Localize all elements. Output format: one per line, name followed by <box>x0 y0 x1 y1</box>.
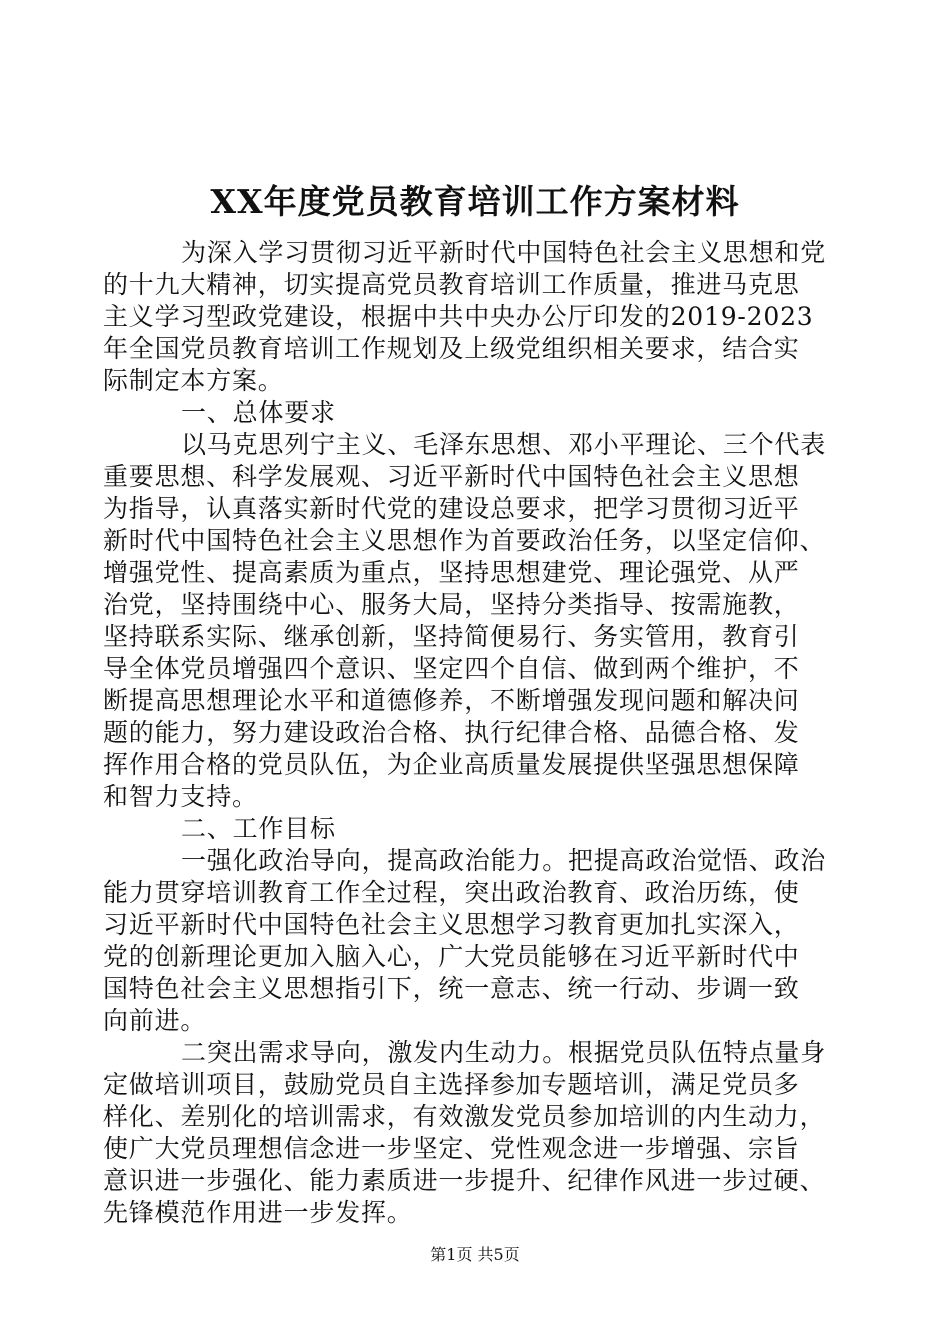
paragraph-line: 意识进一步强化、能力素质进一步提升、纪律作风进一步过硬、 <box>103 1166 826 1195</box>
paragraph-line: 为指导，认真落实新时代党的建设总要求，把学习贯彻习近平 <box>103 494 800 523</box>
paragraph-line: 以马克思列宁主义、毛泽东思想、邓小平理论、三个代表 <box>181 430 827 459</box>
section-heading: 一、总体要求 <box>181 398 336 427</box>
paragraph-line: 年全国党员教育培训工作规划及上级党组织相关要求，结合实 <box>103 334 800 363</box>
paragraph-line: 重要思想、科学发展观、习近平新时代中国特色社会主义思想 <box>103 462 800 491</box>
section-heading: 二、工作目标 <box>181 814 336 843</box>
paragraph-line: 增强党性、提高素质为重点，坚持思想建党、理论强党、从严 <box>103 558 800 587</box>
paragraph-line: 和智力支持。 <box>103 782 258 811</box>
paragraph-line: 治党，坚持围绕中心、服务大局，坚持分类指导、按需施教， <box>103 590 800 619</box>
paragraph-line: 新时代中国特色社会主义思想作为首要政治任务，以坚定信仰、 <box>103 526 826 555</box>
paragraph-line: 导全体党员增强四个意识、坚定四个自信、做到两个维护，不 <box>103 654 800 683</box>
paragraph-line: 一强化政治导向，提高政治能力。把提高政治觉悟、政治 <box>181 846 827 875</box>
paragraph-line: 使广大党员理想信念进一步坚定、党性观念进一步增强、宗旨 <box>103 1134 800 1163</box>
paragraph-line: 题的能力，努力建设政治合格、执行纪律合格、品德合格、发 <box>103 718 800 747</box>
paragraph-line: 坚持联系实际、继承创新，坚持简便易行、务实管用，教育引 <box>103 622 800 651</box>
paragraph-line: 样化、差别化的培训需求，有效激发党员参加培训的内生动力， <box>103 1102 826 1131</box>
document-body <box>103 237 843 1229</box>
paragraph-line: 二突出需求导向，激发内生动力。根据党员队伍特点量身 <box>181 1038 827 1067</box>
paragraph-line: 际制定本方案。 <box>103 366 284 395</box>
paragraph-line: 断提高思想理论水平和道德修养，不断增强发现问题和解决问 <box>103 686 800 715</box>
paragraph-line: 党的创新理论更加入脑入心，广大党员能够在习近平新时代中 <box>103 942 800 971</box>
paragraph-line: 的十九大精神，切实提高党员教育培训工作质量，推进马克思 <box>103 270 800 299</box>
paragraph-line: 定做培训项目，鼓励党员自主选择参加专题培训，满足党员多 <box>103 1070 800 1099</box>
paragraph-line: 挥作用合格的党员队伍，为企业高质量发展提供坚强思想保障 <box>103 750 800 779</box>
paragraph-line: 主义学习型政党建设，根据中共中央办公厅印发的2019-2023 <box>103 302 814 331</box>
document-title: XX年度党员教育培训工作方案材料 <box>210 182 740 221</box>
paragraph-line: 先锋模范作用进一步发挥。 <box>103 1198 413 1227</box>
paragraph-line: 向前进。 <box>103 1006 207 1035</box>
paragraph-line: 能力贯穿培训教育工作全过程，突出政治教育、政治历练，使 <box>103 878 800 907</box>
paragraph-line: 为深入学习贯彻习近平新时代中国特色社会主义思想和党 <box>181 238 827 267</box>
paragraph-line: 国特色社会主义思想指引下，统一意志、统一行动、步调一致 <box>103 974 800 1003</box>
page-number: 第1页 共5页 <box>430 1245 520 1264</box>
paragraph-line: 习近平新时代中国特色社会主义思想学习教育更加扎实深入， <box>103 910 800 939</box>
